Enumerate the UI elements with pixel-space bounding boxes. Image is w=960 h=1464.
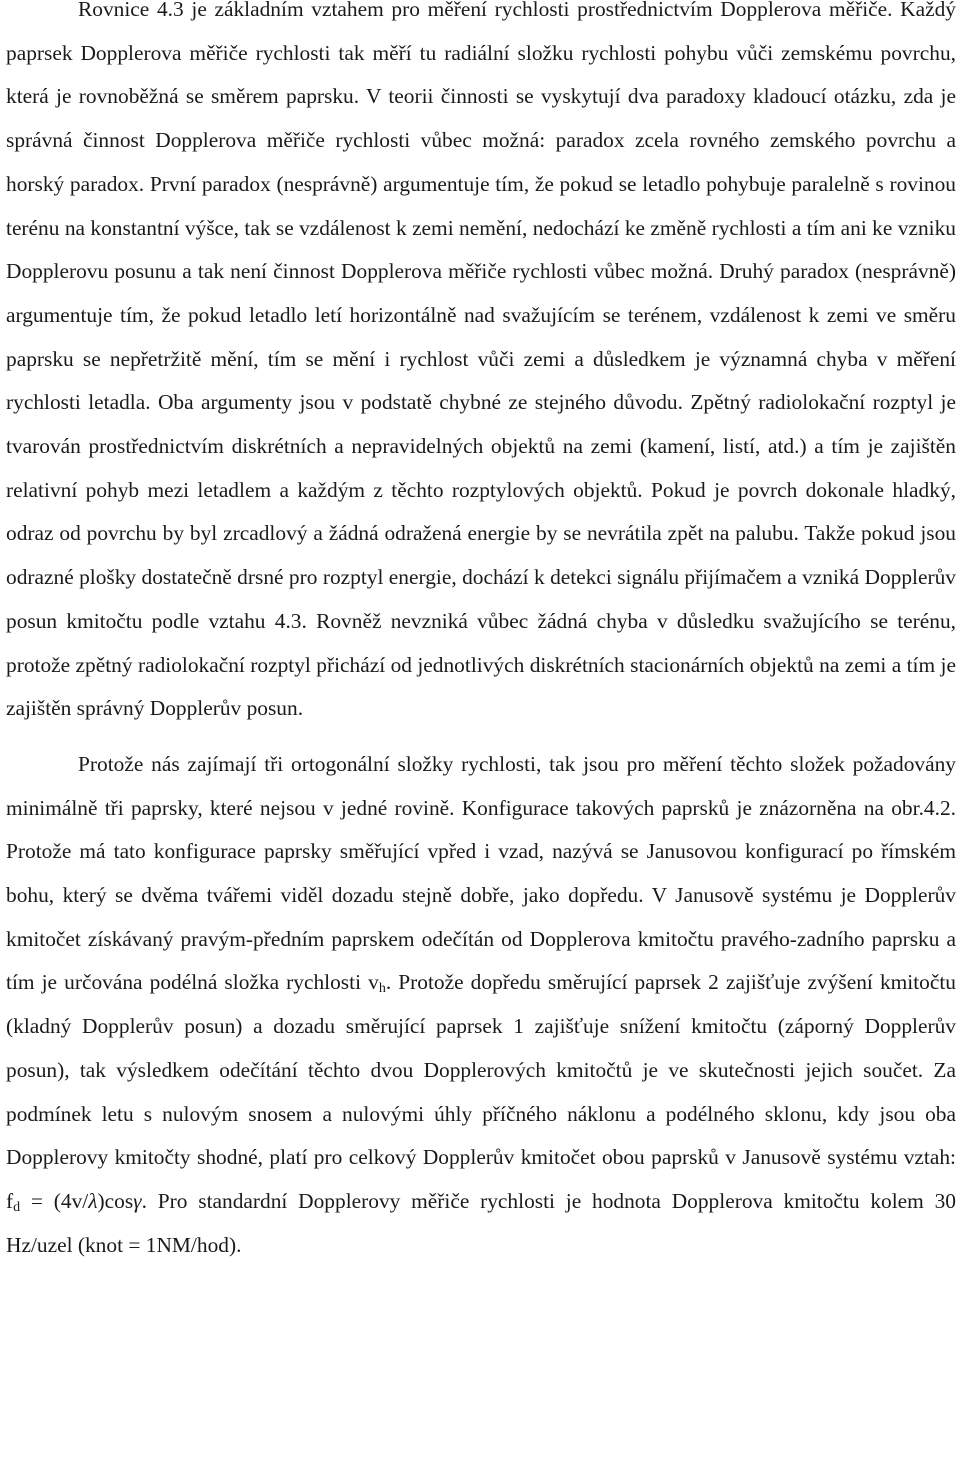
paragraph-2-text-c: . Pro standardní Dopplerovy měřiče rychlosti je hodnota Dopplerova kmitočtu kolem 30 Hz/uzel (knot = 1NM/hod). [6,1188,956,1257]
formula-part-1: = (4v/ [20,1188,89,1213]
paragraph-2-text-b: . Protože dopředu směrující paprsek 2 zajišťuje zvýšení kmitočtu (kladný Dopplerův posun) a dozadu směrující paprsek 1 zajišťuje snížení kmitočtu (záporný Dopplerův posun), tak výsledkem odečítání těchto dvou Dopplerových kmitočtů je ve skutečnosti jejich součet. Za podmínek letu s nulovým snosem a nulovými úhly příčného náklonu a podélného sklonu, kdy jsou oba Dopplerovy kmitočty shodné, platí pro celkový Dopplerův kmitočet obou paprsků v Janusově systému vztah: f [6,970,956,1213]
gamma-symbol: γ [133,1188,142,1213]
subscript-d: d [13,1199,21,1215]
paragraph-janus-configuration [6,743,956,1267]
paragraph-1-text: Rovnice 4.3 je základním vztahem pro měření rychlosti prostřednictvím Dopplerova měřiče. Každý paprsek Dopplerova měřiče rychlosti tak měří tu radiální složku rychlosti pohybu vůči zemskému povrchu, která je rovnoběžná se směrem paprsku. V teorii činnosti se vyskytují dva paradoxy kladoucí otázku, zda je správná činnost Dopplerova měřiče rychlosti vůbec možná: paradox zcela rovného zemského povrchu a horský paradox. První paradox (nesprávně) argumentuje tím, že pokud se letadlo pohybuje paralelně s rovinou terénu na konstantní výšce, tak se vzdálenost k zemi nemění, nedochází ke změně rychlosti a tím ani ke vzniku Dopplerovu posunu a tak není činnost Dopplerova měřiče rychlosti vůbec možná. Druhý paradox (nesprávně) argumentuje tím, že pokud letadlo letí horizontálně nad svažujícím se terénem, vzdálenost k zemi ve směru paprsku se nepřetržitě mění, tím se mění i rychlost vůči zemi a důsledkem je významná chyba v měření rychlosti letadla. Oba argumenty jsou v podstatě chybné ze stejného důvodu. Zpětný radiolokační rozptyl je tvarován prostřednictvím diskrétních a nepravidelných objektů na zemi (kamení, listí, atd.) a tím je zajištěn relativní pohyb mezi letadlem a každým z těchto rozptylových objektů. Pokud je povrch dokonale hladký, odraz od povrchu by byl zrcadlový a žádná odražená energie by se nevrátila zpět na palubu. Takže pokud jsou odrazné plošky dostatečně drsné pro rozptyl energie, dochází k detekci signálu přijímačem a vzniká Dopplerův posun kmitočtu podle vztahu 4.3. Rovněž nevzniká vůbec žádná chyba v důsledku svažujícího se terénu, protože zpětný radiolokační rozptyl přichází od jednotlivých diskrétních stacionárních objektů na zemi a tím je zajištěn správný Dopplerův posun. [6,0,956,721]
paragraph-doppler-principle [6,0,956,731]
formula-part-2: )cos [97,1188,134,1213]
lambda-symbol: λ [88,1188,98,1213]
paragraph-2-text-a: Protože nás zajímají tři ortogonální složky rychlosti, tak jsou pro měření těchto složek požadovány minimálně tři paprsky, které nejsou v jedné rovině. Konfigurace takových paprsků je znázorněna na obr.4.2. Protože má tato konfigurace paprsky směřující vpřed i vzad, nazývá se Janusovou konfigurací po římském bohu, který se dvěma tvářemi viděl dozadu stejně dobře, jako dopředu. V Janusově systému je Dopplerův kmitočet získávaný pravým-předním paprskem odečítán od Dopplerova kmitočtu pravého-zadního paprsku a tím je určována podélná složka rychlosti v [6,751,956,995]
subscript-h: h [378,981,386,997]
